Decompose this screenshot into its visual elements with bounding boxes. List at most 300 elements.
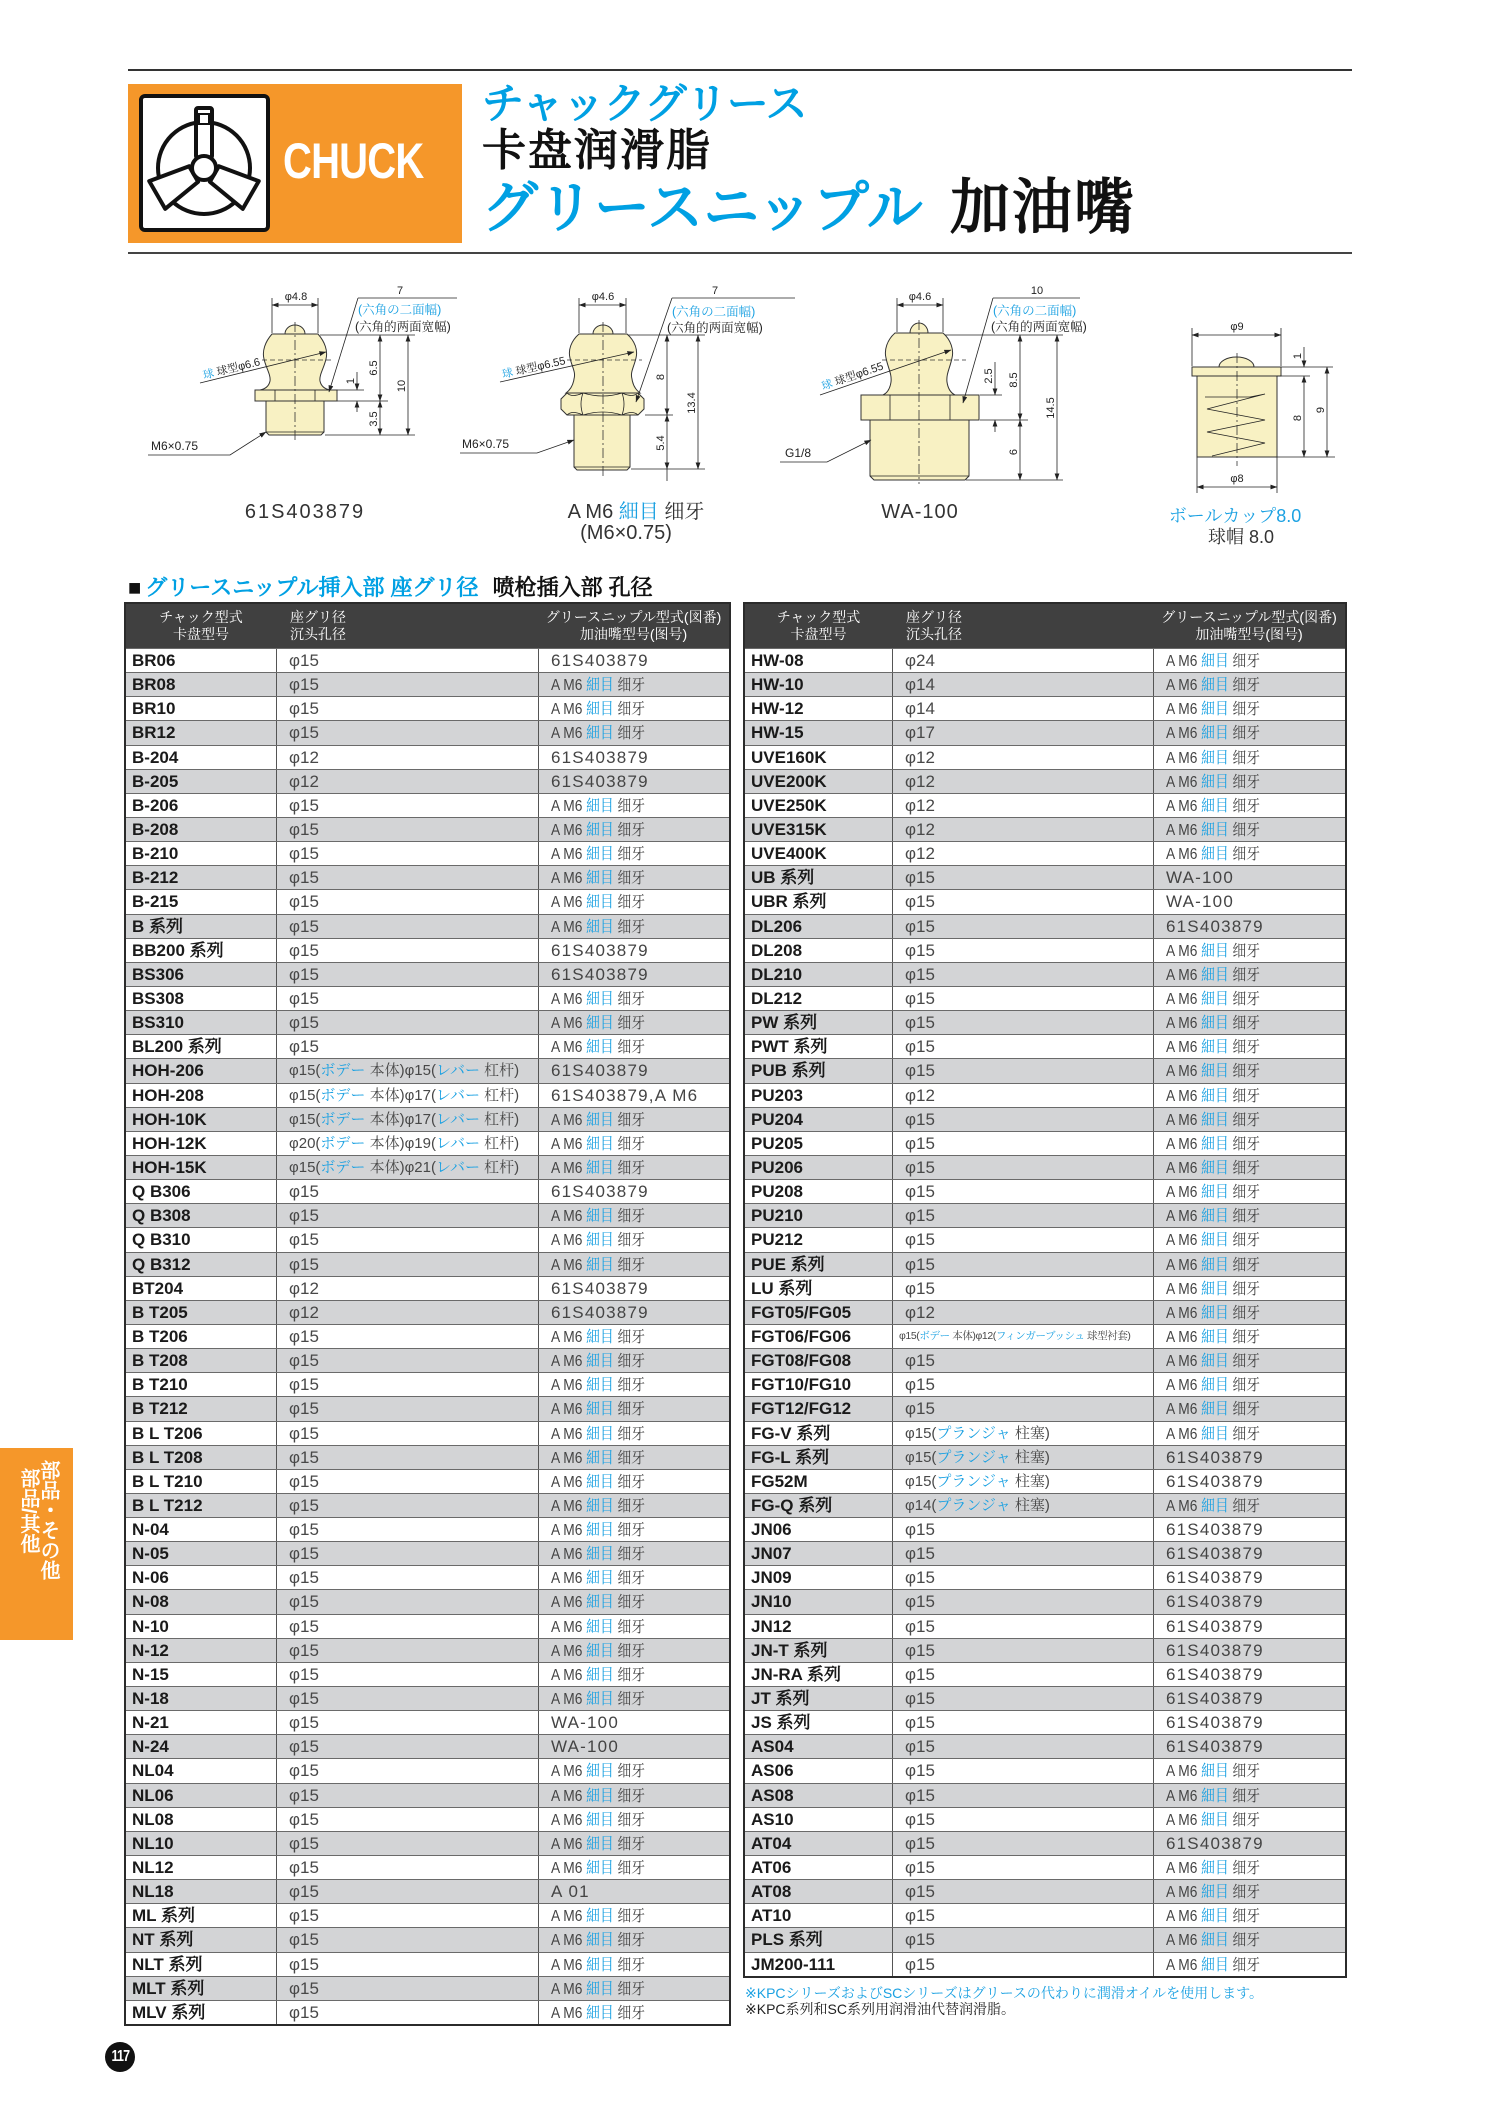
nipple-model-cell: 61S403879 [538,1059,729,1082]
text-segment: φ15( [289,1062,321,1080]
text-segment: A M6 [551,1328,587,1346]
nipple-value [1166,1495,1260,1517]
text-segment: A M6 [551,1353,587,1371]
highlight-text: 細目 [1201,1111,1229,1129]
chuck-model-cell: HOH-208 [132,1085,204,1105]
category-label: CHUCK [283,133,424,189]
highlight-text: 細目 [1201,725,1229,743]
chuck-model-cell: NLT 系列 [132,1954,203,1974]
table-row [126,1662,729,1686]
counterbore-cell: φ15 [892,1108,1153,1131]
chuck-model-cell: DL208 [751,940,803,960]
counterbore-cell: φ15 [892,866,1153,889]
highlight-text: 細目 [1201,1063,1229,1081]
chuck-model-cell: AT10 [751,1906,792,1926]
highlight-text: レバー [436,1110,480,1128]
nipple-model-cell [538,697,729,720]
counterbore-cell: φ15 [892,1228,1153,1251]
text-segment: 杠杆) [479,1086,520,1104]
chuck-model-cell: N-15 [132,1664,169,1684]
nipple-value [551,1374,645,1396]
text-segment: 细牙 [1228,1787,1261,1805]
table-row [126,1831,729,1855]
table-row [745,1662,1345,1686]
counterbore-cell: φ12 [892,842,1153,865]
chuck-model-cell: PLS 系列 [751,1930,823,1950]
text-segment: 细牙 [613,1039,646,1057]
highlight-text: 細目 [1201,701,1229,719]
text-segment: 本体)φ15( [365,1062,436,1080]
chuck-model-cell: PWT 系列 [751,1037,828,1057]
chuck-model-cell: B L T210 [132,1471,203,1491]
text-segment: 细牙 [1228,821,1261,839]
nipple-model-cell: 61S403879 [1153,1542,1345,1565]
dim-label: 14.5 [1045,397,1057,419]
table-row [745,793,1345,817]
nipple-model-cell [538,1518,729,1541]
highlight-text: 細目 [586,1956,614,1974]
counterbore-cell: φ14 [892,673,1153,696]
table-row [126,1879,729,1903]
counterbore-cell: φ15 [276,1470,538,1493]
text-segment: A M6 [1166,1377,1202,1395]
nipple-value [551,2002,645,2024]
highlight-text: 細目 [586,1594,614,1612]
chuck-model-cell: AS10 [751,1809,794,1829]
nipple-value [1166,1785,1260,1807]
nipple-value [1166,1012,1260,1034]
nipple-model-cell: 61S403879,A M6 [538,1084,729,1107]
text-segment: 细牙 [1228,1280,1261,1298]
text-segment: A M6 [551,1039,587,1057]
table-row [745,1565,1345,1589]
table-row [745,1710,1345,1734]
table-row [126,1952,729,1976]
nipple-model-cell: 61S403879 [1153,1615,1345,1638]
counterbore-cell: φ15 [276,1011,538,1034]
counterbore-cell: φ15 [276,1446,538,1469]
nipple-value [551,674,645,696]
text-segment: 细牙 [1228,1811,1261,1829]
text-segment: 细牙 [1228,1159,1261,1177]
highlight-text: 細目 [1201,1208,1229,1226]
nipple-model-cell [538,1253,729,1276]
counterbore-cell: φ15 [276,939,538,962]
table-row [745,1010,1345,1034]
table-row [126,1155,729,1179]
nipple-model-cell [538,1904,729,1927]
chuck-model-cell: ML 系列 [132,1906,195,1926]
text-segment: 柱塞) [1010,1424,1050,1442]
chuck-model-cell: HW-08 [751,651,804,670]
text-segment: 细牙 [613,797,646,815]
nipple-value [551,867,645,889]
table-row [126,1203,729,1227]
chuck-model-cell: PU206 [751,1157,803,1177]
nipple-value [1166,1205,1260,1227]
nipple-value [551,988,645,1010]
table-row [126,2000,729,2024]
highlight-text: 細目 [1201,1787,1229,1805]
text-segment: A M6 [1166,701,1202,719]
section-marker: ■ [128,575,142,600]
header-line-cn: 卡盘型号 [790,626,847,642]
text-segment: 本体)φ17( [365,1086,436,1104]
highlight-text: 細目 [586,821,614,839]
nipple-model-cell: 61S403879 [538,1180,729,1203]
nipple-model-cell [1153,697,1345,720]
ball-label-jp: 球 [820,377,835,393]
nipple-model-cell [1153,1108,1345,1131]
nipple-value [551,1350,645,1372]
highlight-text: 細目 [1201,1497,1229,1515]
table-row [126,648,729,672]
nipple-model-cell [538,1494,729,1517]
nipple-value [551,1398,645,1420]
text-segment: A M6 [1166,821,1202,839]
chuck-model-cell: JT 系列 [751,1689,810,1709]
nipple-model-cell [538,1204,729,1227]
highlight-text: 細目 [1201,1763,1229,1781]
counterbore-cell: φ15 [276,1735,538,1758]
dim-label: 8 [1292,414,1304,422]
table-row [745,1372,1345,1396]
chuck-model-cell: PU205 [751,1133,803,1153]
chuck-model-cell: AT04 [751,1833,792,1853]
nipple-model-cell [538,1639,729,1662]
table-row [745,914,1345,938]
nipple-value [551,1495,645,1517]
counterbore-cell: φ15 [276,963,538,986]
highlight-text: 細目 [586,1835,614,1853]
counterbore-cell: φ15 [276,1711,538,1734]
highlight-text: 細目 [586,701,614,719]
nipple-model-cell [1153,1301,1345,1324]
hex-label-jp: (六角の二面幅) [358,303,442,317]
caption-am6-sub: (M6×0.75) [580,522,672,544]
text-segment: 细牙 [613,1497,646,1515]
nipple-value [1166,843,1260,865]
header-line-cn: 沉头孔径 [906,626,962,642]
footnote-cn: ※KPC系列和SC系列用润滑油代替润滑脂。 [745,2001,1015,2017]
chuck-model-cell: MLT 系列 [132,1978,205,1998]
text-segment: A M6 [551,1932,587,1950]
text-segment: A M6 [551,1111,587,1129]
chuck-model-cell: B-206 [132,795,179,815]
chuck-model-cell: N-21 [132,1713,169,1733]
table-row [126,1638,729,1662]
counterbore-cell: φ15 [892,890,1153,913]
dim-label: 6.5 [368,360,380,376]
highlight-text: 細目 [586,1449,614,1467]
diagram-61s403879 [148,285,457,455]
nipple-model-cell: 61S403879 [538,770,729,793]
text-segment: A M6 [551,1208,587,1226]
text-segment: 细牙 [1228,942,1261,960]
nipple-model-cell [1153,1156,1345,1179]
highlight-text: 細目 [1201,1425,1229,1443]
nipple-value [551,1664,645,1686]
nipple-model-cell [1153,1953,1345,1976]
chuck-model-cell: FGT06/FG06 [751,1326,852,1346]
table-row [126,720,729,744]
nipple-model-cell: A 01 [538,1880,729,1903]
dim-label: 9 [1315,406,1327,414]
chuck-model-cell: NL06 [132,1785,174,1805]
highlight-text: 細目 [586,1328,614,1346]
nipple-model-cell: WA-100 [1153,866,1345,889]
text-segment: A M6 [1166,797,1202,815]
text-segment: 杠杆) [479,1110,520,1128]
nipple-value [1166,1760,1260,1782]
counterbore-cell: φ15 [276,794,538,817]
counterbore-cell: φ15 [276,1253,538,1276]
highlight-text: 細目 [1201,966,1229,984]
hex-label-jp: (六角の二面幅) [672,305,756,319]
header-line-jp: チャック型式 [159,609,243,625]
chuck-model-cell: UBR 系列 [751,892,827,912]
nipple-value [551,1929,645,1951]
header-line-cn: 加油嘴型号(图号) [1195,626,1303,642]
nipple-model-cell: 61S403879 [1153,1446,1345,1469]
table-row [745,1276,1345,1300]
counterbore-cell: φ15 [276,2001,538,2024]
highlight-text: 細目 [1201,1811,1229,1829]
nipple-value [1166,698,1260,720]
table-row [745,1107,1345,1131]
side-tab-label-cn: 部品/其他 [17,1468,39,1554]
caption-am6-part: 细牙 [658,501,705,523]
nipple-value [1166,1423,1260,1445]
text-segment: A M6 [551,918,587,936]
right-table [743,602,1347,1978]
text-segment: 细牙 [613,1835,646,1853]
table-row [745,769,1345,793]
highlight-text: 細目 [1201,1256,1229,1274]
counterbore-cell: φ15 [276,1325,538,1348]
ball-label-cn: 球型φ6.55 [514,355,567,378]
header-counterbore [892,604,1153,648]
chuck-model-cell: PU212 [751,1230,803,1250]
text-segment: 细牙 [1228,677,1261,695]
highlight-text: フィンガーブッシュ [995,1329,1085,1342]
chuck-model-cell: BL200 系列 [132,1037,222,1057]
table-row [126,696,729,720]
highlight-text: 細目 [1201,1932,1229,1950]
text-segment: 细牙 [1228,1087,1261,1105]
nipple-value [551,1519,645,1541]
chuck-model-cell: UVE160K [751,747,827,767]
chuck-model-cell: B L T206 [132,1423,203,1443]
counterbore-cell [276,1132,538,1155]
table-row [126,889,729,913]
highlight-text: ボデー [320,1086,366,1104]
counterbore-cell [892,1470,1153,1493]
text-segment: A M6 [1166,773,1202,791]
nipple-value [551,698,645,720]
table-row [126,1396,729,1420]
nipple-model-cell [538,1397,729,1420]
chuck-model-cell: UVE315K [751,819,827,839]
side-category-tab[interactable] [0,1448,73,1640]
table-row [126,914,729,938]
chuck-model-cell: AT08 [751,1882,792,1902]
table-row [126,1058,729,1082]
table-row [745,1348,1345,1372]
text-segment: φ15( [289,1086,321,1104]
leader-line [963,298,993,403]
chuck-model-cell: N-24 [132,1737,169,1757]
nipple-model-cell: 61S403879 [538,963,729,986]
highlight-text: ボデー [919,1329,950,1342]
highlight-text: 細目 [1201,1377,1229,1395]
text-segment: A M6 [551,1159,587,1177]
counterbore-cell: φ15 [892,1373,1153,1396]
text-segment: A M6 [551,990,587,1008]
nipple-model-cell [538,1784,729,1807]
nipple-value [1166,1254,1260,1276]
highlight-text: 細目 [586,1522,614,1540]
nipple-model-cell [538,1373,729,1396]
chuck-model-cell: JN12 [751,1616,792,1636]
nipple-model-cell [1153,842,1345,865]
text-segment: A M6 [551,821,587,839]
highlight-text: 細目 [1201,1135,1229,1153]
nipple-model-cell [538,1928,729,1951]
table-row [745,938,1345,962]
dim-phi-top: φ4.6 [908,291,932,303]
highlight-text: 細目 [586,1473,614,1491]
text-segment: 细牙 [1228,797,1261,815]
counterbore-cell: φ15 [276,1349,538,1372]
text-segment: 细牙 [613,990,646,1008]
chuck-model-cell: FG-V 系列 [751,1423,831,1443]
chuck-model-cell: DL206 [751,916,803,936]
category-badge [128,84,462,243]
table-row [745,1879,1345,1903]
text-segment: 细牙 [613,1908,646,1926]
text-segment: A M6 [1166,1304,1202,1322]
chuck-model-cell: HOH-12K [132,1133,207,1153]
counterbore-cell: φ15 [892,1542,1153,1565]
page-number [105,2042,135,2072]
text-segment: 细牙 [613,1159,646,1177]
nipple-model-cell [1153,1856,1345,1879]
nipple-model-cell: 61S403879 [1153,1518,1345,1541]
text-segment: A M6 [551,1763,587,1781]
page-number-text: 117 [111,2048,129,2065]
text-segment: 细牙 [1228,1015,1261,1033]
table-row [126,1348,729,1372]
highlight-text: 細目 [586,1039,614,1057]
counterbore-cell: φ15 [276,1422,538,1445]
nipple-model-cell [1153,649,1345,672]
chuck-model-cell: BR12 [132,723,176,743]
dim-label: 3.5 [368,411,380,427]
text-segment: φ20( [289,1134,321,1152]
chuck-model-cell: BT204 [132,1278,184,1298]
chuck-model-cell: N-08 [132,1592,169,1612]
counterbore-cell: φ15 [892,1880,1153,1903]
text-segment: A M6 [1166,1956,1202,1974]
nipple-model-cell: WA-100 [1153,890,1345,913]
header-line-jp: グリースニップル型式(図番) [1161,609,1337,625]
chuck-model-cell: B T205 [132,1302,188,1322]
table-row [745,1034,1345,1058]
highlight-text: 細目 [1201,773,1229,791]
text-segment: A M6 [551,1425,587,1443]
counterbore-cell: φ15 [276,1977,538,2000]
nipple-value [551,819,645,841]
counterbore-cell: φ12 [276,770,538,793]
text-segment: A M6 [1166,1908,1202,1926]
highlight-text: プランジャ [936,1424,1011,1442]
left-table-body [126,648,729,2024]
text-segment: 细牙 [613,1449,646,1467]
counterbore-cell: φ15 [892,1615,1153,1638]
table-row [745,1252,1345,1276]
chuck-model-cell: NT 系列 [132,1930,194,1950]
chuck-model-cell: LU 系列 [751,1278,813,1298]
highlight-text: レバー [436,1134,480,1152]
table-row [126,1107,729,1131]
highlight-text: 細目 [1201,1280,1229,1298]
nipple-value [551,1471,645,1493]
counterbore-cell: φ15 [892,1735,1153,1758]
text-segment: A M6 [551,2004,587,2022]
text-segment: A M6 [1166,1208,1202,1226]
counterbore-cell: φ15 [276,1880,538,1903]
counterbore-cell: φ15 [276,1784,538,1807]
chuck-model-cell: Q B310 [132,1230,191,1250]
counterbore-cell: φ12 [892,818,1153,841]
dim-label: 13.4 [686,392,698,414]
nipple-value [1166,1278,1260,1300]
caption-am6 [526,501,746,523]
highlight-text: 細目 [586,1666,614,1684]
nipple-value [1166,771,1260,793]
chuck-icon [143,98,266,228]
nipple-model-cell [538,1832,729,1855]
highlight-text: 細目 [1201,1884,1229,1902]
text-segment: 杠杆) [479,1158,520,1176]
counterbore-cell: φ15 [276,1373,538,1396]
chuck-model-cell: Q B308 [132,1206,191,1226]
counterbore-cell: φ15 [276,1590,538,1613]
chuck-model-cell: B-205 [132,771,179,791]
chuck-model-cell: FGT12/FG12 [751,1399,852,1419]
counterbore-cell: φ12 [892,1084,1153,1107]
chuck-model-cell: NL12 [132,1858,174,1878]
nipple-value [1166,1181,1260,1203]
text-segment: A M6 [551,870,587,888]
table-row [745,1831,1345,1855]
nipple-model-cell [1153,1373,1345,1396]
chuck-model-cell: B T210 [132,1375,188,1395]
counterbore-cell: φ12 [892,770,1153,793]
dim-label: 6 [1008,448,1020,456]
dim-label: 2.5 [983,368,995,384]
chuck-model-cell: HW-12 [751,699,804,719]
nipple-value [1166,819,1260,841]
text-segment: A M6 [551,1908,587,1926]
nipple-value [1166,1374,1260,1396]
nipple-model-cell [538,818,729,841]
table-row [745,986,1345,1010]
nipple-value [1166,940,1260,962]
text-segment: 细牙 [1228,653,1261,670]
text-segment: A M6 [551,1473,587,1491]
